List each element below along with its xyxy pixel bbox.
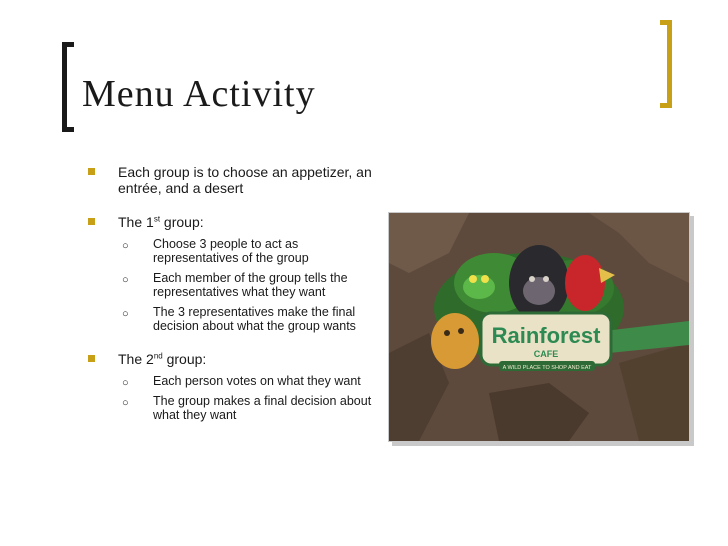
ring-bullet-icon: ○: [122, 308, 129, 320]
sub-bullet-item: ○ The 3 representatives make the final decision about what the group wants: [122, 305, 356, 333]
ring-bullet-icon: ○: [122, 397, 129, 409]
sub-bullet-item: ○ Each member of the group tells the representatives what they want: [122, 271, 348, 299]
ring-bullet-icon: ○: [122, 377, 129, 389]
sub-bullet-list: [118, 374, 378, 422]
bullet-text: The 2nd group:: [118, 351, 207, 367]
sub-bullet-item: ○ Each person votes on what they want: [122, 374, 361, 389]
slide-body: [88, 164, 378, 440]
sub-bullet-item: ○ Choose 3 people to act as representatives of the group: [122, 237, 309, 265]
sign-tagline-text: A WILD PLACE TO SHOP AND EAT: [502, 365, 592, 371]
square-bullet-icon: [88, 218, 95, 225]
bullet-item: [88, 351, 378, 422]
sub-bullet-list: [118, 237, 378, 333]
bullet-item: [88, 214, 378, 333]
rainforest-sign-illustration: [389, 213, 689, 441]
rainforest-cafe-photo: [388, 212, 690, 442]
bullet-text: Each group is to choose an appetizer, an entrée, and a desert: [118, 164, 372, 196]
sign-main-text: Rainforest: [491, 323, 601, 348]
ring-bullet-icon: ○: [122, 240, 129, 252]
bullet-item: [88, 164, 378, 196]
left-bracket-decoration: [62, 42, 74, 132]
square-bullet-icon: [88, 355, 95, 362]
square-bullet-icon: [88, 168, 95, 175]
sign-sub-text: CAFE: [533, 349, 559, 359]
bullet-text: The 1st group:: [118, 214, 204, 230]
right-bracket-decoration: [660, 20, 672, 108]
sub-bullet-item: ○ The group makes a final decision about what they want: [122, 394, 372, 422]
ring-bullet-icon: ○: [122, 274, 129, 286]
slide-title: Menu Activity: [82, 73, 316, 115]
